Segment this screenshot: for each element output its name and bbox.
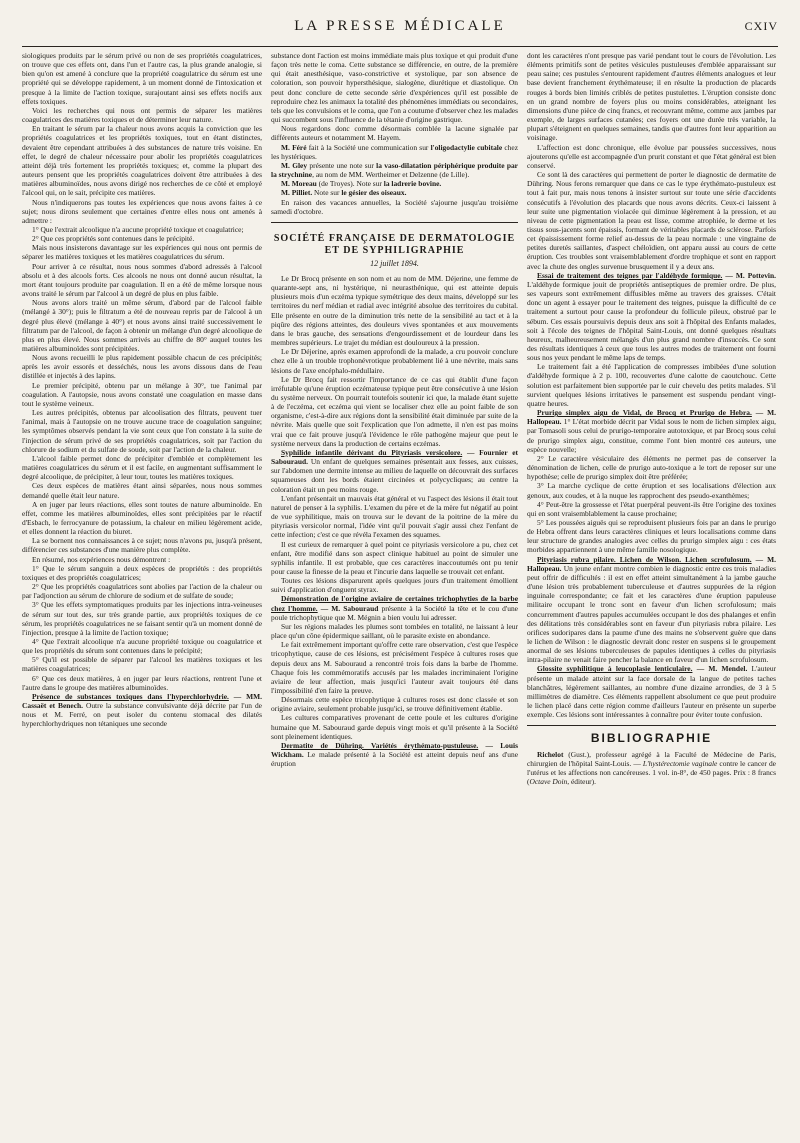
entry-title: la ladrerie bovine. <box>383 179 442 189</box>
communication-entry: Prurigo simplex aigu de Vidal, de Brocq et Prurigo de Hebra. — M. Hallopeau. 1° L'état morbide décrit par Vidal sous le nom de lichen simplex aigu, par Tomasoli sous celui de prurigo-temporaire autotoxique, et par Brocq sous celui de prurigo simplex aigu, constitue, comme l'ont bien montré ces auteurs, une espèce nouvelle; <box>527 408 776 454</box>
paragraph: 5° Les poussées aiguës qui se reproduisent plusieurs fois par an dans le prurigo de Hebra offrent dans leurs caractères cliniques et leurs localisations comme dans leur structure de grandes analogies avec celles du prurigo simplex aigu : ces états morbides appartiennent à une même famille nosologique. <box>527 517 776 555</box>
paragraph: 1° Que l'extrait alcoolique n'a aucune propriété toxique et coagulatrice; <box>32 224 244 234</box>
communication-entry: Démonstration de l'origine aviaire de certaines trichophyties de la barbe chez l'homme. — M. Sabouraud présente à la Société la tête et le cou d'une poule trichophytique que M. Mégnin a bien voulu lui adresser. <box>271 594 518 622</box>
paragraph: Voici les recherches qui nous ont permis de séparer les matières coagulatrices des matières toxiques et de déterminer leur nature. <box>22 105 262 125</box>
page-header <box>22 18 778 47</box>
paragraph: 2° Que les propriétés coagulatrices sont abolies par l'action de la chaleur ou par l'adjonction au sérum de chlorure de sodium et de sulfate de soude; <box>22 582 262 601</box>
section-date: 12 juillet 1894. <box>370 258 419 268</box>
text-columns <box>22 51 778 1141</box>
paragraph: 4° Peut-être la grossesse et l'état puerpéral peuvent-ils être l'origine des toxines qui en sont vraisemblablement la cause prochaine; <box>527 499 776 518</box>
entry-authors: — M. Sabouraud <box>317 603 379 613</box>
communication-entry: Syphilide infantile dérivant du Pityriasis versicolore. — Fournier et Sabouraud. Un enfant de quelques semaines présentait aux fesses, aux cuisses, sur l'abdomen une dermite intense au milieu de laquelle on découvrait des surfaces squameuses dont les bords étaient circinées et polycycliques; au centre la coloration était un peu moins rouge. <box>271 447 518 494</box>
bibliography-title: BIBLIOGRAPHIE <box>590 731 713 746</box>
paragraph: Nous regardons donc comme désormais comblée la lacune signalée par différents auteurs et notamment M. Hayem. <box>271 124 518 143</box>
paragraph: Le premier précipité, obtenu par un mélange à 30°, tue l'animal par coagulation. A l'autopsie, nous avons constaté une coagulation en masse dans tout le système veineux. <box>22 380 262 408</box>
entry-title: l'oligodactylie cubitale <box>430 142 503 152</box>
publisher: Octave Doin <box>529 777 568 787</box>
entry-authors: — MM. Cassaët et Benech. <box>22 691 262 711</box>
paragraph: Nous avons recueilli le plus rapidement possible chacun de ces précipités; après les avoir essorés et desséchés, nous les avons dissous dans de l'eau distillée et injectés à des lapins. <box>22 353 262 381</box>
entry-authors: M. Moreau <box>281 179 317 189</box>
paragraph: 3° Que les effets symptomatiques produits par les injections intra-veineuses de sérum sur tout des, sur très grande partie, aux propriétés toxiques de ce sérum, les propriétés coagulatrices ne se faisant sentir qu'à un moment donné de l'injection, presque à la limite de l'action toxique; <box>22 600 262 637</box>
paragraph: En raison des vacances annuelles, la Société s'ajourne jusqu'au troisième samedi d'octobre. <box>271 197 518 216</box>
entry-authors: M. Féré <box>281 142 307 152</box>
paragraph: Le traitement fait a été l'application de compresses imbibées d'une solution d'aldéhyde formique à 2 p. 100, recouvertes d'une calotte de caoutchouc. Cette solution est parfaitement bien supportée par le cuir chevelu des petits malades. S'il survient quelques lésions irritatives le pansement est suspendu pendant vingt-quatre heures. <box>527 362 776 408</box>
entry-title: Syphilide infantile dérivant du Pityriasis versicolore. <box>281 447 463 457</box>
paragraph: substance dont l'action est moins immédiate mais plus toxique et qui produit d'une façon très nette le coma. Cette substance se différencie, en outre, de la première qui était anesthésique, vaso-constrictive et systolique, par son absence de coloration, son pouvoir hypersthésique, sialogène, diurétique et diastolique. On peut donc conclure de cette seconde série d'expériences qu'il est possible de reproduire chez les animaux la totalité des phénomènes immédiats ou secondaires, tels que les convulsions et le coma, que l'on a coutume d'observer chez les malades qui succombent sous l'influence de la tétanie d'origine gastrique. <box>271 51 518 125</box>
book-title: L'hystérectomie vaginale <box>642 758 718 768</box>
paragraph: 5° Qu'il est possible de séparer par l'alcool les matières toxiques et les matières coagulatrices; <box>22 655 262 674</box>
paragraph: Il est curieux de remarquer à quel point ce pityriasis versicolore a pu, chez cet enfant, être modifié dans son aspect clinique habituel au point de simuler une syphilis infantile. Il est probable, que ces caractères inaccoutumés ont pu tenir pour cause la finesse de la peau et l'incurie dans laquelle se trouvait cet enfant. <box>271 539 518 576</box>
communication-entry: Glossite syphilitique à leucoplasie lenticulaire. — M. Mendel. L'auteur présente un malade atteint sur la face dorsale de la langue de petites taches blanchâtres, légèrement saillantes, au nombre d'une dizaine arrondies, de 3 à 5 millimètres de diamètre. Ces éléments rappellent absolument ce que peut produire le lichen placé dans cette région comme d'ailleurs l'auteur en présente un superbe exemple. Ces lésions sont intéressantes à connaître pour éviter toute confusion. <box>527 664 776 720</box>
entry-title: Présence de substances toxiques dans l'hyperchlorhydrie. <box>32 691 229 701</box>
paragraph: Sur les régions malades les plumes sont tombées en totalité, ne laissant à leur place qu'un cône épidermique saillant, où le parasite existe en abondance. <box>271 621 518 641</box>
communication-entry: M. Moreau (de Troyes). Note sur la ladrerie bovine. <box>281 179 442 189</box>
paragraph: L'enfant présentait un mauvais état général et vu l'aspect des lésions il était tout naturel de penser à la syphilis. L'examen du père et de la mère fut négatif au point de vue syphilitique, mais on trouva sur le devant de la poitrine de la mère du pityriasis versicolor normal, l'idée vint qu'il pouvait s'agir aussi chez l'enfant de cette infection; c'est ce que révéla l'examen des squames. <box>271 493 518 540</box>
communication-entry: M. Gley présente une note sur la vaso-dilatation périphérique produite par la strychnine, au nom de MM. Wertheimer et Delzenne (de Lille). <box>271 160 518 180</box>
entry-authors: M. Gley <box>281 160 308 170</box>
section-divider <box>271 222 518 223</box>
entry-title: Essai de traitement des teignes par l'aldéhyde formique. <box>537 270 723 280</box>
entry-authors: Richelot <box>537 749 564 759</box>
entry-authors: — Louis Wickham. <box>271 740 518 760</box>
column-middle <box>271 51 518 1141</box>
paragraph: siologiques produits par le sérum privé ou non de ses propriétés coagulatrices, on trouve que ces effets ont, dans l'un et l'autre cas, la plus grande analogie, si bien qu'on est amené à conclure que la propriété coagulatrice du sérum est une propriété qui se développe rapidement, à un moment donné de l'intoxication et presque à la limite de l'action toxique, surajoutant ainsi ses effets nocifs aux effets toxiques. <box>22 51 262 106</box>
paragraph: A en juger par leurs réactions, elles sont toutes de nature albuminoïde. En effet, comme les matières albuminoïdes, elles sont précipitées par le réactif d'Esbach, le ferrocyanure de potassium, la chaleur en milieu légèrement acide, et elles donnent la réaction du biuret. <box>22 499 262 537</box>
paragraph: Le Dr Déjerine, après examen approfondi de la malade, a cru pouvoir conclure chez elle à un trouble trophonévrotique probablement lié à une névrite, mais sans lésions de l'axe encéphalo-médullaire. <box>271 347 518 375</box>
bibliography-entry: Richelot (Gust.), professeur agrégé à la Faculté de Médecine de Paris, chirurgien de l'hôpital Saint-Louis. — L'hystérectomie vaginale contre le cancer de l'utérus et les affections non cancéreuses. 1 vol. in-8°, de 450 pages. Prix : 8 francs (Octave Doin, éditeur). <box>527 749 776 787</box>
communication-entry: Dermatite de Dühring. Variétés érythémato-pustuleuse. — Louis Wickham. Le malade présenté à la Société est atteint depuis neuf ans d'une éruption <box>271 740 518 769</box>
paragraph: 6° Que ces deux matières, à en juger par leurs réactions, rentrent l'une et l'autre dans le groupe des matières albuminoïdes. <box>22 673 262 692</box>
section-title: SOCIÉTÉ FRANÇAISE DE DERMATOLOGIE ET DE SYPHILIGRAPHIE <box>273 232 516 256</box>
paragraph: Les cultures comparatives provenant de cette poule et les cultures d'origine humaine que M. Sabouraud garde depuis vingt mois et qu'il présente à la Société sont pleinement identiques. <box>271 713 518 741</box>
entry-authors: — M. Pottevin. <box>722 270 776 280</box>
paragraph: La se bornent nos connaissances à ce sujet; nous n'avons pu, jusqu'à présent, différencier ces substances d'une manière plus complète. <box>22 536 262 555</box>
paragraph: Nous n'indiquerons pas toutes les expériences que nous avons faites à ce sujet; nous dirons seulement que certaines d'entre elles nous ont amenés à admettre : <box>22 197 262 225</box>
paragraph: Le Dr Brocq fait ressortir l'importance de ce cas qui établit d'une façon irréfutable qu'une éruption eczémateuse typique peut être consécutive à une lésion du système nerveux. On pourrait toutefois soutenir ici que, la malade étant sujette à de l'eczéma, cet eczéma qui vient se localiser chez elle au point faible de son organisme, c'est-à-dire aux régions dont la sensibilité était diminuée par suite de la névrite. Mais quelle que soit l'explication que l'on admette, il n'en est pas moins vrai que ce fait prouve jusqu'à l'évidence le rôle pathogène majeur que peut le système nerveux dans la production de certains eczémas. <box>271 374 518 448</box>
entry-authors: — M. Hallopeau. <box>527 408 776 427</box>
column-right <box>527 51 776 1141</box>
entry-title: le gésier des oiseaux. <box>341 188 407 198</box>
entry-title: Prurigo simplex aigu de Vidal, de Brocq et Prurigo de Hebra. <box>537 408 752 418</box>
paragraph: Le fait extrêmement important qu'offre cette rare observation, c'est que l'espèce tricophytique, cause de ces lésions, est précisément l'espèce à cultures roses que depuis deux ans M. Sabouraud a rencontré trois fois dans la barbe de l'homme. Chaque fois les commémoratifs accusés par les malades incriminaient l'origine aviaire de leur affection, mais jusqu'ici l'auteur avait toujours été dans l'impossibilité d'en faire la preuve. <box>271 640 518 695</box>
paragraph: Les autres précipités, obtenus par alcoolisation des filtrats, peuvent tuer l'animal, mais à l'autopsie on ne trouve aucune trace de coagulation sanguine; les symptômes observés pendant la vie sont ceux que l'on constate à la suite de l'injection de sérum privé de ses propriétés coagulatrices, soit par l'action du chlorure de sodium et du sulfate de soude, soit par l'action de la chaleur. <box>22 408 262 454</box>
paragraph: 4° Que l'extrait alcoolique n'a aucune propriété toxique ou coagulatrice et que les propriétés du sérum sont contenues dans le précipité; <box>22 637 262 656</box>
entry-authors: — M. Hallopeau. <box>527 554 776 573</box>
paragraph: Ce sont là des caractères qui permettent de porter le diagnostic de dermatite de Dühring. Nous ferons remarquer que dans ce cas le type érythémato-pustuleux est tout à fait pur, mais nous tenons à insister surtout sur toute une série d'accidents consécutifs à l'évolution des placards que nous avons décrits. Ceux-ci laissent à leur suite une pigmentation violacée qui diminue légèrement à la pression, et au niveau de cette pigmentation la peau est lisse, comme atrophiée, le derme et les tissus sous-jacents sont épaissis, formant de véritables placards de sclérose. Parfois cet épaississement forme relief au-dessus de la peau normale : une vingtaine de petites duretés saillantes, d'aspect chéloïdien, ont apparu aussi au cours de cette éruption. Ces troubles sont vraisemblablement d'ordre trophique et sont en rapport avec la chute des ongles survenue brusquement il y a deux ans. <box>527 170 776 271</box>
paragraph: Désormais cette espèce tricophytique à cultures roses est donc classée et son origine aviaire, seulement probable jusqu'ici, se trouve définitivement établie. <box>271 695 518 714</box>
paragraph: Le Dr Brocq présente en son nom et au nom de MM. Déjerine, une femme de quarante-sept ans, ni hystérique, ni neurasthénique, qui est atteinte depuis plusieurs mois d'un eczéma typique symétrique des deux mains, développé sur les territoires du nerf médian et radial avec intégrité absolue des territoires du cubital. Elle présente en outre de la diminution très nette de la sensibilité au tact et à la piqûre des régions atteintes, des douleurs vives spontanées et aux mouvements dans le bras gauche, des sensations d'engourdissement et de lourdeur dans les membres supérieurs. Le trajet du médian est douloureux à la pression. <box>271 273 518 348</box>
paragraph: L'affection est donc chronique, elle évolue par poussées successives, nous ajouterons qu'elle est accompagnée d'un prurit constant et que l'état général est bien conservé. <box>527 142 776 170</box>
paragraph: 3° La marche cyclique de cette éruption et ses localisations d'élection aux genoux, aux coudes, et à la nuque les rapprochent des pseudo-exanthèmes; <box>527 481 776 500</box>
paragraph: En traitant le sérum par la chaleur nous avons acquis la conviction que les propriétés coagulatrices et les propriétés toxiques, tout en étant distinctes, devaient être cependant attribuées à des substances de nature très voisine. En effet, le degré de chaleur nécessaire pour abolir les propriétés coagulatrices atteint déjà très fortement les propriétés toxiques; et, comme la plupart des auteurs pensent que les propriétés coagulatrices doivent être attribuées à des matières albuminoïdes, nous avons dirigé nos recherches de ce côté et employé l'alcool qui, on le sait, précipite ces matières. <box>22 124 262 198</box>
communication-entry: Pityriasis rubra pilaire. Lichen de Wilson. Lichen scrofulosum. — M. Hallopeau. Un jeune enfant montre combien le diagnostic entre ces trois maladies peut offrir de difficultés : il est en effet atteint simultanément à la jambe gauche d'une lésion très probablement tuberculeuse et d'autres suppurées de la région inguinale correspondante; ce fait et les caractères d'une éruption papuleuse militaire occupant le tronc sont en faveur d'un lichen scrofulosum; mais concurremment d'autres papules accumulées occupant le dos des phalanges et enfin des délitations très considérables sont en faveur d'un pityriasis rubra pilaire. Les orifices sudoripares dans la paume d'une des mains ne s'observent guère que dans le lichen de Wilson : le diagnostic devrait donc rester en suspens si le groupement anormal de ses lésions tuberculeuses de papules identiques à celles du pityriasis intra-pilaire ne venait faire pencher la balance en faveur d'un lichen scrofulosum. <box>527 554 776 665</box>
communication-entry <box>22 692 262 729</box>
section-divider <box>527 725 776 726</box>
communication-entry: Essai de traitement des teignes par l'aldéhyde formique. — M. Pottevin. L'aldéhyde formique jouit de propriétés antiseptiques de premier ordre. De plus, ses vapeurs sont extrêmement diffusibles même au travers des graisses. C'était donc un agent à essayer pour le traitement des teignes, puisque la difficulté de ce traitement a surtout pour cause la profondeur du follicule pileux, obstrué par le sébum. Ces essais poursuivis depuis deux ans soit à l'hôpital des Enfants malades, soit à l'école des teignes de l'hôpital Saint-Louis, ont donné quelques résultats heureux, malheureusement mélangés d'un plus grand nombre d'insuccès. Ce sont des résultats identiques à ceux que tous les autres modes de traitement ont fourni sous nos yeux pendant le même laps de temps. <box>527 270 776 363</box>
paragraph: dont les caractères n'ont presque pas varié pendant tout le cours de l'évolution. Les éléments primitifs sont de petites vésicules pustuleuses d'emblée apparaissant sur peau saine; ces pustules s'entourent rapidement d'autres éléments analogues et leur base devient franchement érythémateuse; il en résulte la production de placards rouges à bords bien limités criblés de petites pustulettes. L'éruption consiste donc en un grand nombre de foyers plus ou moins considérables, atteignant les dimensions d'une pièce de cinq francs, et recouvrant même, comme aux jambes par exemple, de larges surfaces cutanées; ces foyers ont une durée très variable, la plupart s'éteignent en quelques semaines, tandis que d'autres font leur apparition au voisinage. <box>527 51 776 143</box>
column-left <box>22 51 262 1141</box>
entry-title: Pityriasis rubra pilaire. Lichen de Wilson. Lichen scrofulosum. <box>537 554 752 564</box>
paragraph: L'alcool faible permet donc de précipiter d'emblée et complètement les matières coagulatrices du sérum et il est facile, en augmentant suffisamment le degré alcoolique, de précipiter, à leur tour, toutes les matières toxiques. <box>22 453 262 482</box>
entry-title: Glossite syphilitique à leucoplasie lenticulaire. <box>537 664 693 674</box>
paragraph: Pour arriver à ce résultat, nous nous sommes d'abord adressés à l'alcool absolu et à des alcools forts. Ces alcools ne nous ont donné aucun résultat, la mort étant toujours produite par coagulation. Il en a été de même lorsque nous avons traité le sérum par l'alcool à un degré de plus en plus faible. <box>22 261 262 299</box>
paragraph: 1° Que le sérum sanguin a deux espèces de propriétés : des propriétés toxiques et des propriétés coagulatrices; <box>22 563 262 582</box>
journal-title: LA PRESSE MÉDICALE <box>294 18 506 34</box>
paragraph: Toutes ces lésions disparurent après quelques jours d'un traitement émollient suivi d'application d'onguent styrax. <box>271 576 518 595</box>
entry-authors: — M. Mendel. <box>692 664 748 674</box>
entry-authors: — Fournier et Sabouraud. <box>271 447 518 467</box>
paragraph: En résumé, nos expériences nous démontrent : <box>32 554 171 564</box>
entry-text: Outre la substance convulsivante déjà décrite par l'un de nous et M. Ferré, on peut isoler du contenu stomacal des dilatés hyperchlorhydriques non tétaniques une seconde <box>22 701 262 729</box>
communication-entry: M. Pilliet. Note sur le gésier des oiseaux. <box>281 188 407 198</box>
paragraph: Ces deux espèces de matières étant ainsi séparées, nous nous sommes demandé quelle était leur nature. <box>22 481 262 500</box>
entry-title: Démonstration de l'origine aviaire de certaines trichophyties de la barbe chez l'homme. <box>271 594 518 613</box>
paragraph: 2° Le caractère vésiculaire des éléments ne permet pas de conserver la dénomination de lichen, celle de prurigo auto-toxique a le tort de reposer sur une hypothèse; celle de prurigo simplex doit être préférée; <box>527 453 776 482</box>
paragraph: Mais nous insisterons davantage sur les expériences qui nous ont permis de séparer les matières toxiques et les matières coagulatrices du sérum. <box>22 243 262 262</box>
communication-entry: M. Féré fait à la Société une communication sur l'oligodactylie cubitale chez les hystériques. <box>271 142 518 161</box>
entry-title: Dermatite de Dühring. Variétés érythémato-pustuleuse. <box>281 740 479 750</box>
paragraph: 2° Que ces propriétés sont contenues dans le précipité. <box>32 234 195 244</box>
entry-title: la vaso-dilatation périphérique produite par la strychnine <box>271 160 518 180</box>
page-number: CXIV <box>744 19 778 33</box>
entry-authors: M. Pilliet. <box>281 188 313 198</box>
paragraph: Nous avons alors traité un même sérum, d'abord par de l'alcool faible (mélangé à 30°); puis le filtratum a été de nouveau repris par de l'alcool à un degré plus élevé (mélange à 40°) et nous avons ainsi traité successivement le filtratum par de l'alcool, de façon à obtenir un mélange d'un degré alcoolique de plus en plus élevé. Nous sommes arrivés au chiffre de 80° auquel toutes les matières albuminoïdes sont précipitées. <box>22 298 262 353</box>
